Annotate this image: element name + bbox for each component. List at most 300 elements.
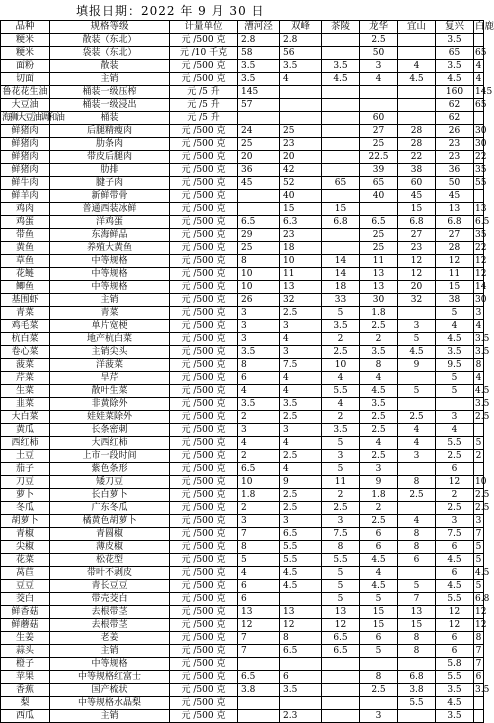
price-cell — [238, 697, 280, 710]
price-cell: 13 — [322, 606, 360, 619]
price-cell: 2.5 — [475, 490, 490, 500]
price-cell: 4 — [436, 320, 474, 333]
variety-cell: 鲜猪肉 — [1, 125, 50, 138]
price-cell: 40 — [360, 190, 398, 203]
price-cell: 2.5 — [280, 502, 322, 515]
price-cell: 13 — [238, 606, 280, 619]
price-cell: 2.5 — [360, 34, 398, 47]
table-row — [1, 671, 484, 684]
price-cell: 4 — [238, 385, 280, 398]
price-cell — [280, 593, 322, 606]
price-cell — [322, 684, 360, 697]
price-cell: 3.5 — [436, 34, 474, 47]
price-cell: 4 — [360, 567, 398, 580]
price-cell: 11 — [360, 255, 398, 268]
variety-cell: 尖椒 — [1, 541, 50, 554]
spec-cell: 桶装一级压榨 — [50, 86, 170, 99]
table-row — [1, 437, 484, 450]
price-cell: 25 — [238, 138, 280, 151]
price-cell: 5 — [474, 437, 484, 450]
price-cell: 8 — [398, 541, 436, 554]
variety-cell: 鸡蛋 — [1, 216, 50, 229]
price-cell: 60 — [360, 112, 398, 125]
price-cell: 12 — [475, 607, 487, 617]
table-row — [1, 138, 484, 151]
price-cell: 13 — [436, 203, 474, 216]
price-cell: 11 — [280, 268, 322, 281]
variety-cell: 莴苣 — [1, 567, 50, 580]
table-row — [1, 333, 484, 346]
price-cell — [322, 658, 360, 671]
spec-cell: 主销尖头 — [50, 346, 170, 359]
price-cell: 2 — [474, 450, 484, 463]
price-cell: 5.5 — [280, 554, 322, 567]
spec-cell: 单片宽梗 — [50, 320, 170, 333]
price-cell: 15 — [398, 203, 436, 216]
price-cell: 5 — [436, 307, 474, 320]
spec-cell: 中等规格水晶梨 — [50, 697, 170, 710]
price-cell: 26 — [238, 294, 280, 307]
price-cell: 40 — [280, 190, 322, 203]
unit-cell: 元 /500 克 — [170, 60, 238, 73]
spec-cell: 大西红柿 — [50, 437, 170, 450]
price-cell: 3.5 — [280, 398, 322, 411]
price-cell: 3.5 — [322, 424, 360, 437]
price-cell — [474, 112, 484, 125]
price-cell: 10 — [475, 477, 487, 487]
price-cell: 2.5 — [280, 450, 322, 463]
spec-cell: 紫色条形 — [50, 463, 170, 476]
spec-cell: 矮刀豆 — [50, 476, 170, 489]
price-cell — [322, 164, 360, 177]
price-cell: 6 — [360, 541, 398, 554]
unit-cell: 元 /500 克 — [170, 242, 238, 255]
variety-cell: 菠菜 — [1, 359, 50, 372]
spec-cell: 洋鸡蛋 — [50, 216, 170, 229]
price-cell: 8 — [280, 632, 322, 645]
price-cell: 2.5 — [360, 684, 398, 697]
spec-cell: 带皮后腿肉 — [50, 151, 170, 164]
price-cell: 8 — [360, 671, 398, 684]
price-cell: 2.5 — [360, 450, 398, 463]
price-cell: 6 — [238, 593, 280, 606]
price-cell — [322, 151, 360, 164]
price-cell: 28 — [398, 125, 436, 138]
variety-cell: 鸡毛菜 — [1, 320, 50, 333]
price-cell: 4 — [474, 60, 484, 73]
price-cell: 6.5 — [280, 528, 322, 541]
price-cell: 6.8 — [398, 216, 436, 229]
price-cell: 3 — [238, 515, 280, 528]
price-cell: 33 — [322, 294, 360, 307]
price-cell: 160 — [436, 86, 474, 99]
report-header — [0, 0, 483, 20]
price-cell: 5.5 — [280, 541, 322, 554]
unit-cell: 元 /500 克 — [170, 34, 238, 47]
price-cell: 3.5 — [238, 346, 280, 359]
price-cell: 6 — [436, 541, 474, 554]
price-cell: 52 — [280, 177, 322, 190]
spec-cell: 橘黄色胡萝卜 — [50, 515, 170, 528]
price-cell: 42 — [280, 164, 322, 177]
spec-cell: 袋装（东北） — [50, 47, 170, 60]
price-cell: 12 — [475, 620, 487, 630]
spec-cell: 松花型 — [50, 554, 170, 567]
price-cell — [398, 567, 436, 580]
price-cell: 65 — [475, 100, 487, 110]
price-cell: 3.5 — [360, 346, 398, 359]
price-cell: 3.5 — [238, 73, 280, 86]
price-cell: 3.5 — [475, 685, 490, 695]
price-cell: 3.5 — [360, 398, 398, 411]
price-cell: 14 — [322, 255, 360, 268]
price-cell: 7 — [474, 645, 484, 658]
price-cell — [322, 125, 360, 138]
unit-cell: 元 /500 克 — [170, 164, 238, 177]
price-cell: 25 — [238, 242, 280, 255]
spec-cell: 中等规格 — [50, 658, 170, 671]
price-cell: 30 — [360, 294, 398, 307]
variety-cell: 黄鱼 — [1, 242, 50, 255]
price-cell: 30 — [475, 139, 487, 149]
spec-cell: 主销 — [50, 294, 170, 307]
price-cell: 3 — [238, 320, 280, 333]
price-cell: 6.5 — [322, 645, 360, 658]
price-cell: 6.5 — [238, 671, 280, 684]
price-cell: 6.8 — [322, 216, 360, 229]
price-cell: 57 — [238, 99, 280, 112]
price-cell — [360, 99, 398, 112]
price-cell: 5 — [322, 463, 360, 476]
price-cell: 3.5 — [436, 684, 474, 697]
price-cell: 8 — [474, 632, 484, 645]
price-cell: 7 — [238, 645, 280, 658]
spec-cell: 旱芹 — [50, 372, 170, 385]
price-cell: 3 — [280, 320, 322, 333]
unit-cell: 元 /500 克 — [170, 411, 238, 424]
price-cell: 7.5 — [436, 528, 474, 541]
spec-cell: 散装 — [50, 60, 170, 73]
price-cell: 5 — [398, 385, 436, 398]
table-row — [1, 47, 484, 60]
price-cell: 3 — [436, 411, 474, 424]
price-cell: 10 — [238, 268, 280, 281]
table-row — [1, 697, 484, 710]
price-cell: 10 — [238, 476, 280, 489]
unit-cell: 元 /5 升 — [170, 112, 238, 125]
price-cell: 5 — [360, 593, 398, 606]
price-cell: 39 — [360, 164, 398, 177]
price-cell — [322, 671, 360, 684]
price-cell: 15 — [280, 203, 322, 216]
table-row — [1, 255, 484, 268]
price-cell: 4.5 — [280, 580, 322, 593]
variety-cell: 带鱼 — [1, 229, 50, 242]
price-cell: 4.5 — [436, 554, 474, 567]
spec-cell: 薄皮椒 — [50, 541, 170, 554]
variety-cell: 土豆 — [1, 450, 50, 463]
price-cell: 28 — [436, 242, 474, 255]
price-cell: 3 — [474, 307, 484, 320]
unit-cell: 元 /500 克 — [170, 606, 238, 619]
price-cell: 5 — [360, 645, 398, 658]
price-cell: 20 — [280, 151, 322, 164]
price-cell: 2.8 — [238, 34, 280, 47]
price-cell: 6.8 — [475, 594, 490, 604]
variety-cell: 鲜猪肉 — [1, 138, 50, 151]
table-row — [1, 372, 484, 385]
table-row — [1, 294, 484, 307]
unit-cell: 元 /500 克 — [170, 398, 238, 411]
unit-cell: 元 /500 克 — [170, 281, 238, 294]
price-cell — [398, 112, 436, 125]
price-cell — [398, 710, 436, 723]
unit-cell: 元 /500 克 — [170, 593, 238, 606]
price-cell: 35 — [475, 230, 487, 240]
price-cell: 4 — [360, 73, 398, 86]
price-cell: 8 — [238, 541, 280, 554]
spec-cell: 散装（东北） — [50, 34, 170, 47]
price-cell: 4 — [398, 515, 436, 528]
price-cell: 3.5 — [436, 710, 474, 723]
price-cell: 23 — [436, 138, 474, 151]
column-header: 茶陵 — [322, 21, 360, 34]
variety-cell: 鲜香菇 — [1, 606, 50, 619]
price-cell — [360, 658, 398, 671]
price-cell: 35 — [475, 165, 487, 175]
table-row — [1, 658, 484, 671]
price-cell — [398, 86, 436, 99]
price-cell: 6 — [436, 567, 474, 580]
price-cell: 12 — [398, 255, 436, 268]
table-header-row — [1, 21, 484, 34]
price-cell: 25 — [360, 229, 398, 242]
table-row — [1, 645, 484, 658]
unit-cell: 元 /500 克 — [170, 346, 238, 359]
price-cell — [398, 398, 436, 411]
price-cell — [322, 710, 360, 723]
variety-cell: 胡萝卜 — [1, 515, 50, 528]
price-cell: 5 — [436, 372, 474, 385]
price-cell: 5.5 — [398, 697, 436, 710]
spec-cell: 青菜 — [50, 307, 170, 320]
price-cell: 6.5 — [322, 632, 360, 645]
table-row — [1, 86, 484, 99]
price-cell: 1.8 — [238, 489, 280, 502]
price-cell — [238, 203, 280, 216]
price-cell: 5 — [398, 580, 436, 593]
price-cell: 10 — [322, 359, 360, 372]
price-cell: 3.8 — [238, 684, 280, 697]
price-cell: 27 — [398, 229, 436, 242]
price-cell: 5.5 — [322, 554, 360, 567]
price-cell: 23 — [280, 138, 322, 151]
spec-cell: 桶装 — [50, 112, 170, 125]
unit-cell: 元 /500 克 — [170, 567, 238, 580]
price-cell: 15 — [398, 619, 436, 632]
price-cell: 4 — [360, 372, 398, 385]
price-cell: 60 — [398, 177, 436, 190]
table-body — [1, 34, 493, 723]
table-row — [1, 554, 484, 567]
price-cell: 22 — [475, 243, 487, 253]
price-cell — [360, 86, 398, 99]
table-row — [1, 502, 484, 515]
spec-cell: 老姜 — [50, 632, 170, 645]
price-cell: 3 — [238, 424, 280, 437]
price-cell: 4 — [474, 73, 484, 86]
price-cell: 18 — [322, 281, 360, 294]
table-row — [1, 268, 484, 281]
price-cell: 3.5 — [238, 60, 280, 73]
variety-cell: 鲜羊肉 — [1, 190, 50, 203]
table-row — [1, 541, 484, 554]
price-cell: 7 — [238, 632, 280, 645]
unit-cell: 元 /500 克 — [170, 463, 238, 476]
spec-cell: 去根带茎 — [50, 619, 170, 632]
price-cell: 5 — [398, 333, 436, 346]
price-cell: 6 — [360, 528, 398, 541]
price-cell: 4 — [474, 372, 484, 385]
price-cell — [474, 463, 484, 476]
price-cell: 6.5 — [360, 216, 398, 229]
price-cell: 25 — [360, 138, 398, 151]
spec-cell: 东海鲜品 — [50, 229, 170, 242]
price-cell: 32 — [280, 294, 322, 307]
price-cell: 5.5 — [436, 671, 474, 684]
price-cell: 145 — [238, 86, 280, 99]
spec-cell: 肋排 — [50, 164, 170, 177]
table-row — [1, 346, 484, 359]
variety-cell: 橙子 — [1, 658, 50, 671]
table-row — [1, 125, 484, 138]
price-cell: 2.3 — [280, 710, 322, 723]
unit-cell: 元 /500 克 — [170, 619, 238, 632]
spec-cell: 青圆椒 — [50, 528, 170, 541]
unit-cell: 元 /500 克 — [170, 216, 238, 229]
price-cell: 3 — [238, 307, 280, 320]
price-cell: 3 — [436, 515, 474, 528]
price-cell: 4 — [398, 60, 436, 73]
price-cell: 24 — [238, 125, 280, 138]
price-cell: 13 — [280, 281, 322, 294]
price-cell: 9 — [280, 476, 322, 489]
variety-cell: 香蕉 — [1, 684, 50, 697]
price-cell: 3.5 — [475, 347, 490, 357]
table-row — [1, 515, 484, 528]
variety-cell: 鲜猪肉 — [1, 151, 50, 164]
price-cell: 6.5 — [280, 645, 322, 658]
price-cell: 58 — [238, 47, 280, 60]
spec-cell: 带壳茭白 — [50, 593, 170, 606]
price-cell: 62 — [436, 99, 474, 112]
price-cell: 45 — [398, 190, 436, 203]
price-cell: 4 — [474, 320, 484, 333]
price-cell: 4 — [280, 73, 322, 86]
price-cell: 2 — [360, 333, 398, 346]
price-cell — [322, 138, 360, 151]
variety-cell: 苹果 — [1, 671, 50, 684]
price-cell: 12 — [398, 268, 436, 281]
price-cell: 4.5 — [436, 333, 474, 346]
variety-cell: 花鲢 — [1, 268, 50, 281]
unit-cell: 元 /500 克 — [170, 294, 238, 307]
price-cell: 23 — [280, 229, 322, 242]
unit-cell: 元 /500 克 — [170, 541, 238, 554]
price-cell: 4 — [280, 463, 322, 476]
price-cell — [398, 307, 436, 320]
price-cell: 2 — [322, 333, 360, 346]
price-cell — [360, 203, 398, 216]
table-row — [1, 489, 484, 502]
price-cell: 62 — [436, 112, 474, 125]
price-cell: 26 — [436, 125, 474, 138]
unit-cell: 元 /500 克 — [170, 372, 238, 385]
price-cell: 3 — [360, 60, 398, 73]
price-cell: 12 — [475, 269, 487, 279]
price-cell: 65 — [360, 177, 398, 190]
variety-cell: 草鱼 — [1, 255, 50, 268]
price-cell: 4 — [238, 567, 280, 580]
price-cell: 6.8 — [436, 216, 474, 229]
price-cell: 2.5 — [280, 307, 322, 320]
table-row — [1, 606, 484, 619]
price-cell: 5.8 — [436, 658, 474, 671]
unit-cell: 元 /500 克 — [170, 359, 238, 372]
price-cell — [280, 658, 322, 671]
table-row — [1, 684, 484, 697]
unit-cell: 元 /500 克 — [170, 255, 238, 268]
price-cell: 6 — [474, 671, 484, 684]
variety-cell: 梨 — [1, 697, 50, 710]
price-cell — [238, 112, 280, 125]
price-cell: 30 — [475, 295, 487, 305]
price-cell: 3.5 — [475, 399, 490, 409]
spec-cell: 广东冬瓜 — [50, 502, 170, 515]
price-table — [0, 20, 494, 723]
column-header: 复兴 — [436, 21, 474, 34]
variety-cell: 基围虾 — [1, 294, 50, 307]
price-cell: 7.5 — [280, 359, 322, 372]
price-cell — [322, 34, 360, 47]
price-cell: 27 — [360, 125, 398, 138]
price-cell: 13 — [360, 268, 398, 281]
price-cell: 2.8 — [280, 34, 322, 47]
spec-cell: 主销 — [50, 710, 170, 723]
table-row — [1, 190, 484, 203]
unit-cell: 元 /500 克 — [170, 684, 238, 697]
price-cell — [280, 99, 322, 112]
price-cell — [322, 190, 360, 203]
unit-cell: 元 /500 克 — [170, 385, 238, 398]
unit-cell: 元 /500 克 — [170, 177, 238, 190]
variety-cell: 黄瓜 — [1, 424, 50, 437]
price-cell: 38 — [398, 164, 436, 177]
price-cell: 29 — [238, 229, 280, 242]
table-row — [1, 164, 484, 177]
price-cell — [322, 242, 360, 255]
price-cell: 7 — [474, 528, 484, 541]
unit-cell: 元 /500 克 — [170, 424, 238, 437]
unit-cell: 元 /500 克 — [170, 658, 238, 671]
variety-cell: 大白菜 — [1, 411, 50, 424]
price-cell: 5 — [322, 437, 360, 450]
price-cell: 7 — [474, 658, 484, 671]
price-cell — [436, 398, 474, 411]
spec-cell: 上市一段时间 — [50, 450, 170, 463]
price-cell: 22 — [475, 152, 487, 162]
price-cell: 14 — [475, 282, 487, 292]
